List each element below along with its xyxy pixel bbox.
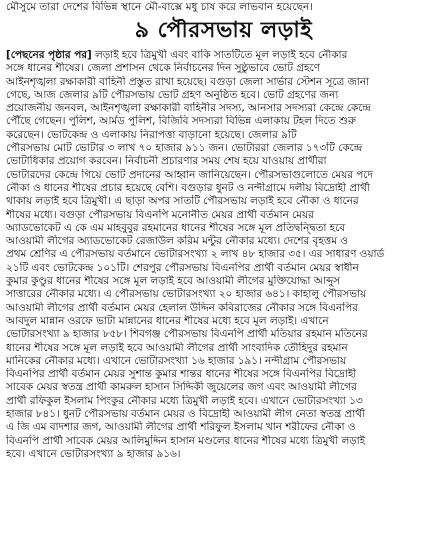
- continuation-label: [পেছনের পৃষ্ঠার পর]: [6, 49, 92, 61]
- body-line: অ্যাডভোকেট এ কে এম মাহবুবুর রহমানের ধানের শীষের সঙ্গে মূল প্রতিদ্বন্দ্বিতা হবে: [6, 221, 346, 234]
- body-line: গেছে, আজ জেলার ৯টি পৌরসভায় ভোট গ্রহণ অনুষ্ঠিত হবে। ভোট গ্রহণের জন্য: [6, 88, 339, 101]
- body-line: সঙ্গে ধানের শীষের। জেলা প্রশাসন থেকে নির্বাচনের দিন সুষ্ঠুভাবে ভোট গ্রহণে: [6, 62, 320, 75]
- body-line: সাবেক মেয়র স্বতন্ত্র প্রার্থী কামরুল হাসান সিদ্দিকী জুয়েলের জগ এবং আওয়ামী লীগের: [6, 381, 357, 394]
- body-line: পৌঁছে গেছেন। পুলিশ, আর্মড পুলিশ, বিজিবি সদস্যরা বিভিন্ন এলাকায় টহল দিতে শুরু: [6, 115, 356, 128]
- body-line: করেছেন। ভোটকেন্দ্র ও এলাকায় নিরাপত্তা বাড়ানো হয়েছে। জেলার ৯টি: [6, 128, 297, 141]
- body-line: আওয়ামী লীগের অ্যাডভোকেট রেজাউল করিম মন্টুর নৌকার মধ্যে। দেশের বৃহত্তম ও: [6, 235, 348, 248]
- body-line: থাকায় লড়াই হবে ত্রিমুখী। এ ছাড়া অপর সাতটি পৌরসভায় লড়াই হবে নৌকা ও ধানের: [6, 195, 359, 208]
- body-line: নৌকা ও ধানের শীষের প্রচার হয়েছে বেশি। বগুড়ার ধুনট ও নন্দীগ্রামে দলীয় বিদ্রোহী প্রার্থী: [6, 181, 370, 194]
- body-line: প্রয়োজনীয় জনবল, আইনশৃঙ্খলা রক্ষাকারী বাহিনীর সদস্য, আনসার সদস্যরা কেন্দ্রে কেন্দ্রে: [6, 102, 371, 115]
- body-line: ভোটারসংখ্যা ৯ হাজার ৮৫৮। শিবগঞ্জ পৌরসভায় বিএনপি প্রার্থী মতিয়ার রহমান মতিনের: [6, 328, 368, 341]
- body-line: আইনশৃঙ্খলা রক্ষাকারী বাহিনী প্রস্তুত রাখা হয়েছে। বগুড়া জেলা সার্ভার স্টেশন সূত্রে জানা: [6, 75, 370, 88]
- body-line: হবে। এখানে ভোটারসংখ্যা ৯ হাজার ৯১৬।: [6, 447, 181, 460]
- body-line: আওয়ামী লীগের প্রার্থী বর্তমান মেয়র হেলাল উদ্দিন কবিরাজের নৌকার সঙ্গে বিএনপির: [6, 301, 358, 314]
- body-line: ধানের শীষের সঙ্গে মূল লড়াই হবে আওয়ামী লীগের প্রার্থী সাংবাদিক তৌহিদুর রহমান: [6, 341, 348, 354]
- body-line: বিএনপির প্রার্থী বর্তমান মেয়র সুশান্ত কুমার শান্তর ধানের শীষের সঙ্গে বিএনপির বিদ্রোহী: [6, 368, 357, 381]
- body-line: পৌরসভায় মোট ভোটার ৩ লাখ ৭০ হাজার ৯১১ জন। ভোটাররা জেলার ১৭৩টি কেন্দ্রে: [6, 142, 363, 155]
- body-line: শীষের মধ্যে। বগুড়া পৌরসভায় বিএনপি মনোনীত মেয়র প্রার্থী বর্তমান মেয়র: [6, 208, 314, 221]
- body-line: প্রার্থী রফিকুল ইসলাম পিংকুর নৌকার মধ্যে ত্রিমুখী লড়াই হবে। এখানে ভোটারসংখ্যা ১৩: [6, 394, 363, 407]
- body-line: হাজার ৮৪১। ধুনট পৌরসভায় বর্তমান মেয়র ও বিদ্রোহী আওয়ামী লীগ নেতা স্বতন্ত্র প্রার্থী: [6, 408, 365, 421]
- article-headline: ৯ পৌরসভায় লড়াই: [134, 18, 313, 43]
- body-line: ২১টি এবং ভোটকেন্দ্র ১০১টি। শেরপুর পৌরসভায় বিএনপির প্রার্থী বর্তমান মেয়র স্বাধীন: [6, 261, 359, 274]
- body-line: [6, 461, 443, 474]
- previous-article-tail: মৌসুমে তারা দেশের বিভিন্ন স্থানে মৌ-বাক্সে মধু চাষ করে লাভবান হয়েছেন।: [6, 1, 313, 13]
- body-line: আবদুল মান্নান ওরফে ভাটা মান্নানের ধানের শীষের মধ্যে হবে মূল লড়াই। এখানে: [6, 314, 329, 327]
- body-line: কুমার কুণ্ডুর ধানের শীষের সঙ্গে মূল লড়াই হবে আওয়ামী লীগের মুক্তিযোদ্ধা আব্দুস: [6, 275, 340, 288]
- body-line: [6, 49, 443, 62]
- body-line: প্রথম শ্রেণির এ পৌরসভায় বর্তমানে ভোটারসংখ্যা ২ লাখ ৪৮ হাজার ৩৫। এর সাধারণ ওয়ার্ড: [6, 248, 385, 261]
- article-body: [6, 49, 443, 539]
- body-line: ভোটারদের কেন্দ্রে গিয়ে ভোট প্রদানের আহ্বান জানিয়েছেন। পৌরসভাগুলোতে মেয়র পদে: [6, 168, 373, 181]
- body-line: ভোটাধিকার প্রয়োগ করবেন। নির্বাচনী প্রচারণার সময় শেষ হয়ে যাওয়ায় প্রার্থীরা: [6, 155, 327, 168]
- body-line: মানিকের নৌকার মধ্যে। এখানে ভোটারসংখ্যা ১৬ হাজার ১৯১। নন্দীগ্রাম পৌরসভায়: [6, 354, 347, 367]
- body-line-text: লড়াই হবে ত্রিমুখী এবং বাকি সাতটিতে মূল লড়াই হবে নৌকার: [91, 49, 348, 61]
- body-line: এ জি এম বাদশার জগ, আওয়ামী লীগের প্রার্থী শরিফুল ইসলাম খান শরীফের নৌকা ও: [6, 421, 356, 434]
- body-line: সাত্তারের নৌকার মধ্যে। এ পৌরসভায় ভোটারসংখ্যা ২০ হাজার ৬৪১। কাহালু পৌরসভায়: [6, 288, 367, 301]
- body-line: বিএনপি প্রার্থী সাবেক মেয়র আলিমুদ্দিন হাসান মণ্ডলের ধানের শীষের মধ্যে ত্রিমুখী লড়াই: [6, 434, 366, 447]
